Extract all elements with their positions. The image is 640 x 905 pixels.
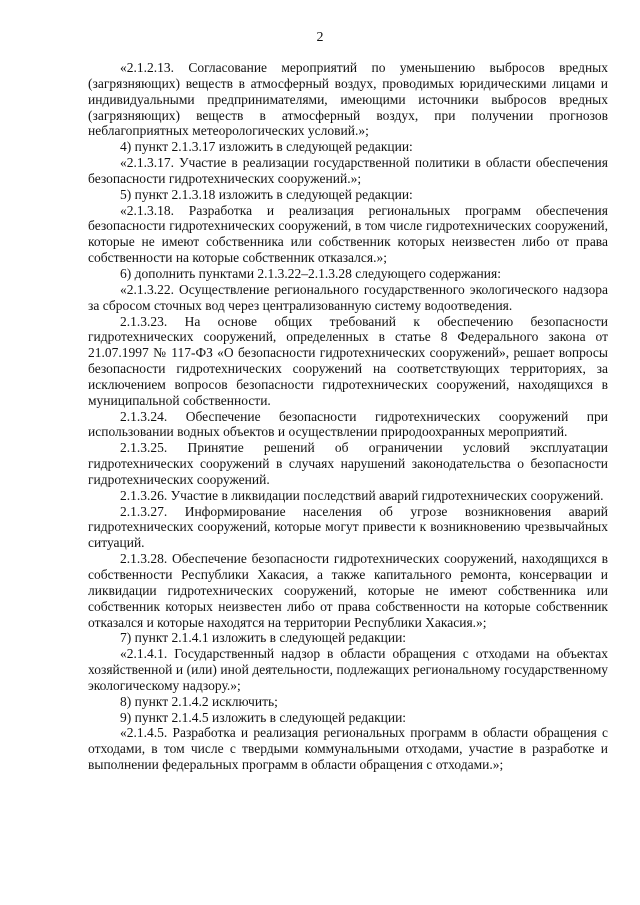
document-body bbox=[88, 60, 608, 773]
paragraph-2-1-3-27: 2.1.3.27. Информирование населения об угрозе возникновения аварий гидротехнических сооружений, которые могут привести к возникновению чрезвычайных ситуаций. bbox=[88, 503, 608, 551]
paragraph-item-4: 4) пункт 2.1.3.17 изложить в следующей редакции: bbox=[120, 139, 413, 155]
paragraph-2-1-4-1: «2.1.4.1. Государственный надзор в области обращения с отходами на объектах хозяйственной и (или) иной деятельности, подлежащих региональному государственному экологическому надзору.»; bbox=[88, 646, 608, 693]
paragraph-item-9: 9) пункт 2.1.4.5 изложить в следующей редакции: bbox=[120, 709, 407, 725]
paragraph-2-1-3-23: 2.1.3.23. На основе общих требований к обеспечению безопасности гидротехнических сооружений, определенных в статье 8 Федерального закона от 21.07.1997 № 117-ФЗ «О безопасности гидротехнических сооружений», решает вопросы безопасности гидротехнических сооружений на соответствующих территориях, за исключением вопросов безопасности гидротехнических сооружений, находящихся в муниципальной собственности. bbox=[88, 313, 608, 408]
paragraph-2-1-3-17: «2.1.3.17. Участие в реализации государственной политики в области обеспечения безопасности гидротехнических сооружений.»; bbox=[88, 155, 608, 186]
page-number: 2 bbox=[316, 30, 324, 45]
paragraph-2-1-3-24: 2.1.3.24. Обеспечение безопасности гидротехнических сооружений при использовании водных объектов и осуществлении природоохранных мероприятий. bbox=[88, 408, 608, 440]
paragraph-2-1-4-5: «2.1.4.5. Разработка и реализация региональных программ в области обращения с отходами, в том числе с твердыми коммунальными отходами, участие в разработке и выполнении федеральных программ в области обращения с отходами.»; bbox=[88, 725, 608, 773]
paragraph-2-1-3-28: 2.1.3.28. Обеспечение безопасности гидротехнических сооружений, находящихся в собственности Республики Хакасия, а также капитального ремонта, консервации и ликвидации гидротехнических сооружений, которые не имеют собственника или собственник которых неизвестен либо от права собственности на которые собственник отказался и которые находятся на территории Республики Хакасия.»; bbox=[88, 551, 608, 630]
paragraph-2-1-3-18: «2.1.3.18. Разработка и реализация региональных программ обеспечения безопасности гидротехнических сооружений, в том числе гидротехнических сооружений, которые не имеют собственника или собственник которых неизвестен либо от права собственности на которые собственник отказался.»; bbox=[88, 202, 608, 266]
paragraph-item-5: 5) пункт 2.1.3.18 изложить в следующей редакции: bbox=[120, 186, 413, 202]
paragraph-2-1-3-22: «2.1.3.22. Осуществление регионального государственного экологического надзора за сбросом сточных вод через централизованную систему водоотведения. bbox=[88, 281, 608, 313]
paragraph-item-8: 8) пункт 2.1.4.2 исключить; bbox=[120, 693, 278, 709]
paragraph-item-7: 7) пункт 2.1.4.1 изложить в следующей редакции: bbox=[120, 630, 407, 646]
paragraph-item-6: 6) дополнить пунктами 2.1.3.22–2.1.3.28 следующего содержания: bbox=[120, 265, 501, 281]
paragraph-2-1-3-25: 2.1.3.25. Принятие решений об ограничении условий эксплуатации гидротехнических сооружений в случаях нарушений законодательства о безопасности гидротехнических сооружений. bbox=[88, 440, 608, 487]
paragraph-2-1-3-26: 2.1.3.26. Участие в ликвидации последствий аварий гидротехнических сооружений. bbox=[120, 487, 604, 503]
paragraph-2-1-2-13: «2.1.2.13. Согласование мероприятий по уменьшению выбросов вредных (загрязняющих) веществ в атмосферный воздух, проводимых юридическими лицами и индивидуальными предпринимателями, имеющими источники выбросов вредных (загрязняющих) веществ в атмосферный воздух, при получении прогнозов неблагоприятных метеорологических условий.»; bbox=[88, 60, 608, 139]
